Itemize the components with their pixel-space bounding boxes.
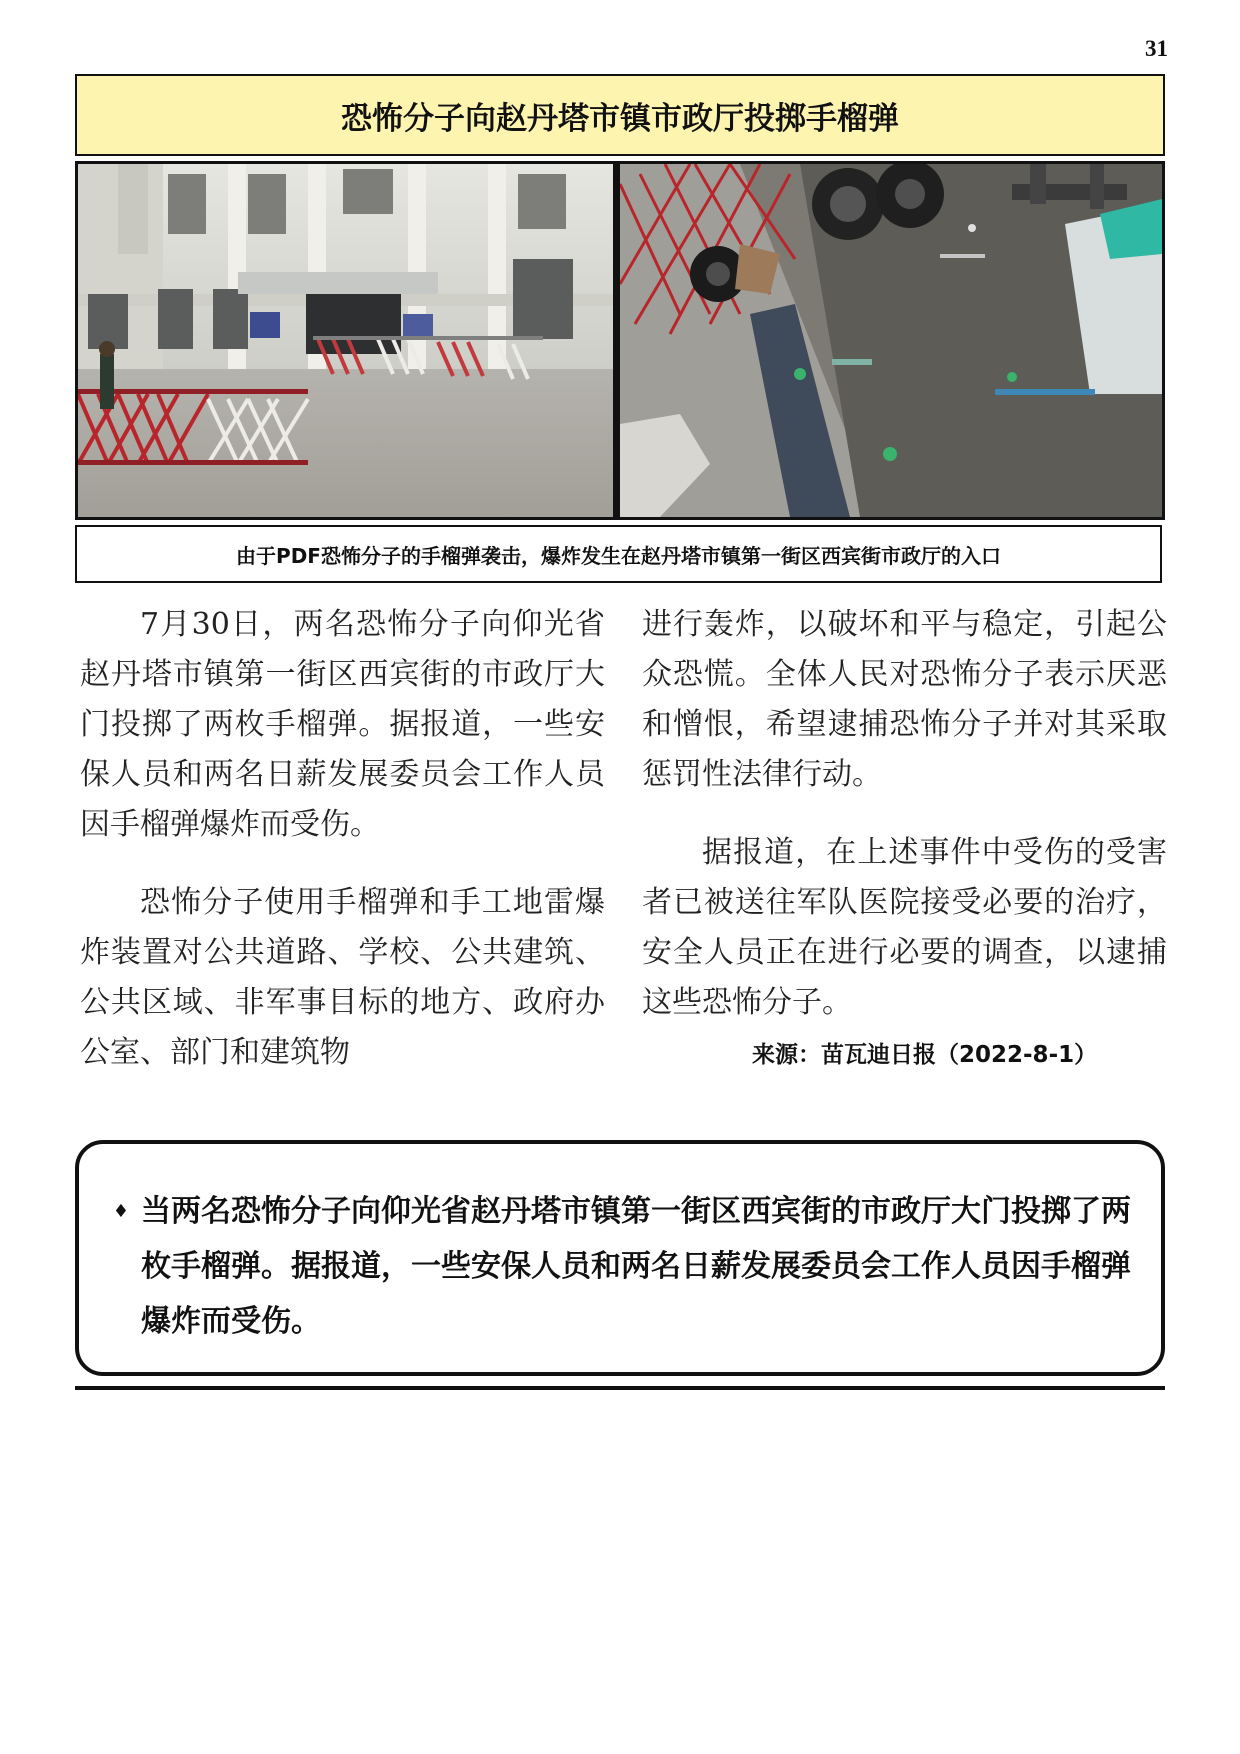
photo-caption-box — [75, 525, 1162, 583]
page-number: 31 — [1145, 36, 1168, 61]
photo-caption: 由于PDF恐怖分子的手榴弹袭击，爆炸发生在赵丹塔市镇第一街区西宾街市政厅的入口 — [236, 543, 1001, 568]
diamond-bullet-icon: ♦ — [112, 1201, 130, 1222]
article-paragraph: 恐怖分子使用手榴弹和手工地雷爆炸装置对公共道路、学校、公共建筑、公共区域、非军事目标的地方、政府办公室、部门和建筑物 — [80, 885, 605, 1070]
article-column-left — [80, 600, 605, 1078]
summary-text: 当两名恐怖分子向仰光省赵丹塔市镇第一街区西宾街的市政厅大门投掷了两枚手榴弹。据报道，一些安保人员和两名日薪发展委员会工作人员因手榴弹爆炸而受伤。 — [141, 1194, 1131, 1339]
article-title: 恐怖分子向赵丹塔市镇市政厅投掷手榴弹 — [341, 100, 899, 137]
title-banner — [75, 74, 1165, 156]
summary-box — [75, 1140, 1165, 1376]
summary-item — [101, 1184, 1141, 1349]
article-paragraph: 7月30日，两名恐怖分子向仰光省赵丹塔市镇第一街区西宾街的市政厅大门投掷了两枚手榴弹。据报道，一些安保人员和两名日薪发展委员会工作人员因手榴弹爆炸而受伤。 — [80, 607, 605, 842]
photo-strip — [75, 161, 1165, 520]
article-paragraph-continued: 进行轰炸，以破坏和平与稳定，引起公众恐慌。全体人民对恐怖分子表示厌恶和憎恨，希望逮捕恐怖分子并对其采取惩罚性法律行动。 — [642, 607, 1167, 792]
article-column-right — [642, 600, 1167, 1028]
article-source: 来源：苗瓦迪日报（2022-8-1） — [752, 1042, 1098, 1068]
article-paragraph: 据报道，在上述事件中受伤的受害者已被送往军队医院接受必要的治疗，安全人员正在进行必要的调查，以逮捕这些恐怖分子。 — [642, 835, 1167, 1020]
blast-debris-photo — [620, 164, 1162, 517]
city-hall-entrance-photo — [78, 164, 613, 517]
bottom-divider — [75, 1386, 1165, 1390]
